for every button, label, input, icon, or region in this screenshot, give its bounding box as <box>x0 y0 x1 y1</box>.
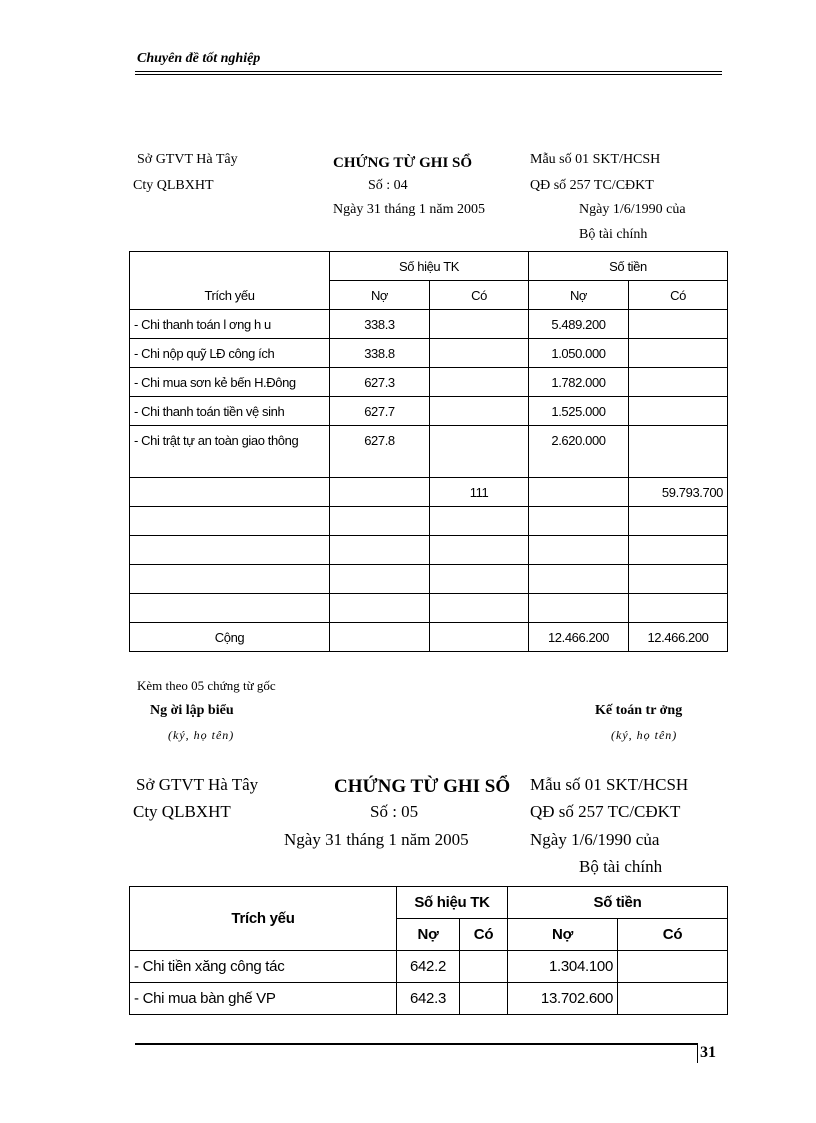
row-debit-acc: 338.3 <box>330 310 430 339</box>
v1-col-summary: Trích yếu <box>130 252 330 310</box>
v1-accountant: Kế toán tr ởng <box>595 703 683 718</box>
table-row <box>130 368 728 397</box>
row-debit-acc: 338.8 <box>330 339 430 368</box>
row-desc: - Chi thanh toán tiền vệ sinh <box>130 397 330 426</box>
v1-col-credit-acc: Có <box>430 281 529 310</box>
v1-col-debit-amt: Nợ <box>529 281 629 310</box>
v2-org-line2: Cty QLBXHT <box>133 802 231 821</box>
table-row <box>130 397 728 426</box>
v2-col-credit-amt: Có <box>618 919 728 951</box>
v1-form-line4: Bộ tài chính <box>579 227 648 242</box>
total-label: Cộng <box>130 623 330 652</box>
row-debit-amt: 1.525.000 <box>529 397 629 426</box>
row-credit-acc: 111 <box>430 478 529 507</box>
v2-form-line2: QĐ số 257 TC/CĐKT <box>530 802 681 821</box>
row-debit-amt: 13.702.600 <box>508 983 618 1015</box>
row-debit-amt: 1.782.000 <box>529 368 629 397</box>
v2-col-debit-amt: Nợ <box>508 919 618 951</box>
v1-form-line3: Ngày 1/6/1990 của <box>579 202 686 217</box>
v2-date: Ngày 31 tháng 1 năm 2005 <box>284 830 469 849</box>
table-row <box>130 339 728 368</box>
row-credit-acc <box>430 426 529 478</box>
row-debit-acc: 642.3 <box>397 983 460 1015</box>
table-row-empty <box>130 536 728 565</box>
v1-preparer-note: (ký, họ tên) <box>168 728 235 742</box>
table-total-row <box>130 623 728 652</box>
v1-preparer: Ng ời lập biểu <box>150 703 234 718</box>
row-credit-amt <box>629 426 728 478</box>
v2-title: CHỨNG TỪ GHI SỔ <box>334 776 511 797</box>
table-row-empty <box>130 507 728 536</box>
v1-date: Ngày 31 tháng 1 năm 2005 <box>333 202 486 217</box>
row-credit-amt <box>629 368 728 397</box>
row-debit-amt: 2.620.000 <box>529 426 629 478</box>
v2-col-debit-acc: Nợ <box>397 919 460 951</box>
v1-number: Số : 04 <box>368 178 408 193</box>
row-debit-amt: 1.050.000 <box>529 339 629 368</box>
row-credit-acc <box>430 368 529 397</box>
total-credit: 12.466.200 <box>629 623 728 652</box>
v2-col-account: Số hiệu TK <box>397 887 508 919</box>
row-debit-acc <box>330 478 430 507</box>
v1-accountant-note: (ký, họ tên) <box>611 728 678 742</box>
v1-form-line2: QĐ số 257 TC/CĐKT <box>530 178 654 193</box>
row-desc: - Chi tiền xăng công tác <box>130 951 397 983</box>
v1-col-account: Số hiệu TK <box>330 252 529 281</box>
v1-attached-note: Kèm theo 05 chứng từ gốc <box>137 678 276 693</box>
row-credit-acc <box>430 310 529 339</box>
table-row <box>130 426 728 478</box>
v1-org-line1: Sở GTVT Hà Tây <box>137 152 238 167</box>
row-credit-amt: 59.793.700 <box>629 478 728 507</box>
table-row-empty <box>130 565 728 594</box>
table-row <box>130 310 728 339</box>
page-number: 31 <box>700 1044 716 1061</box>
row-credit-amt <box>629 397 728 426</box>
total-debit: 12.466.200 <box>529 623 629 652</box>
header-rule-thin <box>135 74 722 75</box>
v2-form-line1: Mẫu số 01 SKT/HCSH <box>530 775 689 794</box>
v2-form-line3: Ngày 1/6/1990 của <box>530 830 660 849</box>
v2-number: Số : 05 <box>370 802 419 821</box>
row-credit-acc <box>430 397 529 426</box>
row-debit-amt: 1.304.100 <box>508 951 618 983</box>
row-credit-amt <box>629 339 728 368</box>
table-row <box>130 983 728 1015</box>
header-rule <box>135 71 722 72</box>
v2-col-amount: Số tiền <box>508 887 728 919</box>
v1-form-line1: Mẫu số 01 SKT/HCSH <box>530 152 661 167</box>
v2-col-credit-acc: Có <box>460 919 508 951</box>
footer-rule-tick <box>697 1043 698 1063</box>
row-desc: - Chi mua sơn kẻ bến H.Đông <box>130 368 330 397</box>
table-row <box>130 478 728 507</box>
row-desc: - Chi trật tự an toàn giao thông <box>130 426 330 478</box>
row-desc <box>130 478 330 507</box>
row-credit-amt <box>618 983 728 1015</box>
v2-form-line4: Bộ tài chính <box>579 857 663 876</box>
row-desc: - Chi thanh toán l ơng h u <box>130 310 330 339</box>
footer-rule <box>135 1043 698 1045</box>
row-credit-amt <box>629 310 728 339</box>
row-desc: - Chi mua bàn ghế VP <box>130 983 397 1015</box>
v1-title: CHỨNG TỪ GHI SỔ <box>333 155 473 171</box>
row-debit-amt: 5.489.200 <box>529 310 629 339</box>
row-debit-amt <box>529 478 629 507</box>
table-row <box>130 951 728 983</box>
row-debit-acc: 627.8 <box>330 426 430 478</box>
document-header-title: Chuyên đề tốt nghiệp <box>137 51 261 66</box>
v1-org-line2: Cty QLBXHT <box>133 178 214 193</box>
v2-col-summary: Trích yếu <box>130 887 397 951</box>
v1-col-amount: Số tiền <box>529 252 728 281</box>
v1-col-debit-acc: Nợ <box>330 281 430 310</box>
row-desc: - Chi nộp quỹ LĐ công ích <box>130 339 330 368</box>
row-credit-acc <box>430 339 529 368</box>
row-credit-amt <box>618 951 728 983</box>
table-row-empty <box>130 594 728 623</box>
v1-ledger-table <box>129 251 728 652</box>
v2-ledger-table <box>129 886 728 1015</box>
v1-col-credit-amt: Có <box>629 281 728 310</box>
row-credit-acc <box>460 983 508 1015</box>
row-debit-acc: 627.7 <box>330 397 430 426</box>
v2-org-line1: Sở GTVT Hà Tây <box>136 775 259 794</box>
row-debit-acc: 627.3 <box>330 368 430 397</box>
row-debit-acc: 642.2 <box>397 951 460 983</box>
row-credit-acc <box>460 951 508 983</box>
